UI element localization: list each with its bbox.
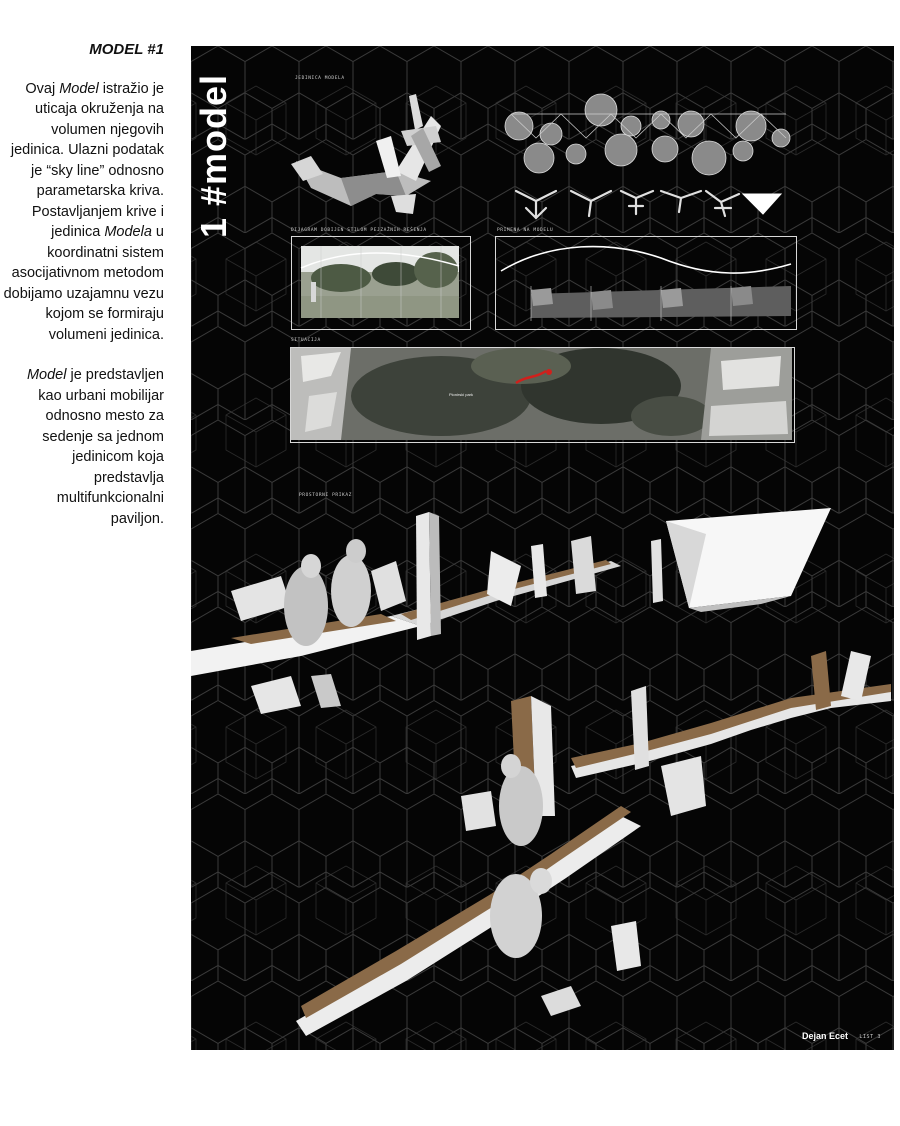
text-fragment: Ovaj [25, 80, 60, 97]
presentation-poster [191, 46, 894, 1050]
label-site: SITUACIJA [291, 338, 321, 343]
application-frame [495, 236, 797, 330]
text-fragment: je predstavljen kao urbani mobilijar odnosno mesto za sedenje sa jednom jedinicom koja predstavlja multifunkcionalni paviljon. [38, 367, 164, 527]
unit-model-render [291, 94, 441, 214]
diagram-frame [291, 236, 471, 330]
label-unit-model: JEDINICA MODELA [295, 76, 345, 81]
model-word: Model [26, 367, 67, 383]
label-diagram: DIJAGRAM DOBIJEN STILOM PEJZAŽNIH REŠENJA [291, 228, 427, 233]
author-name: Dejan Ecet [801, 1031, 848, 1041]
branch-node-diagram [516, 191, 781, 218]
description-paragraph-1 [0, 79, 164, 346]
model-heading: MODEL #1 [89, 41, 164, 58]
poster-graphics [191, 46, 894, 1050]
tree-canopy-circles [505, 94, 790, 175]
modela-word: Modela [104, 224, 152, 240]
label-application: PRIMENA NA MODELU [497, 228, 554, 233]
text-fragment: istražio je uticaja okruženja na volumen njegovih jedinica. Ulazni podatak je “sky line” odnosno parametarska kriva. Postavljanjem krive i jedinica [10, 80, 164, 240]
perspective-render [191, 508, 891, 1036]
site-map-frame [290, 347, 795, 443]
map-location-label: Pionirski park [449, 392, 474, 397]
description-column [0, 40, 164, 529]
vertical-poster-title: 1 #model [193, 73, 234, 238]
sheet-number: LIST 3 [859, 1034, 881, 1040]
model-word: Model [59, 80, 99, 97]
text-fragment: u koordinatni sistem asocijativnom metodom dobijamo uzajamnu vezu kojom se formiraju volumeni jedinica. [3, 224, 164, 343]
description-paragraph-2 [0, 365, 164, 529]
label-perspective: PROSTORNI PRIKAZ [299, 493, 352, 498]
